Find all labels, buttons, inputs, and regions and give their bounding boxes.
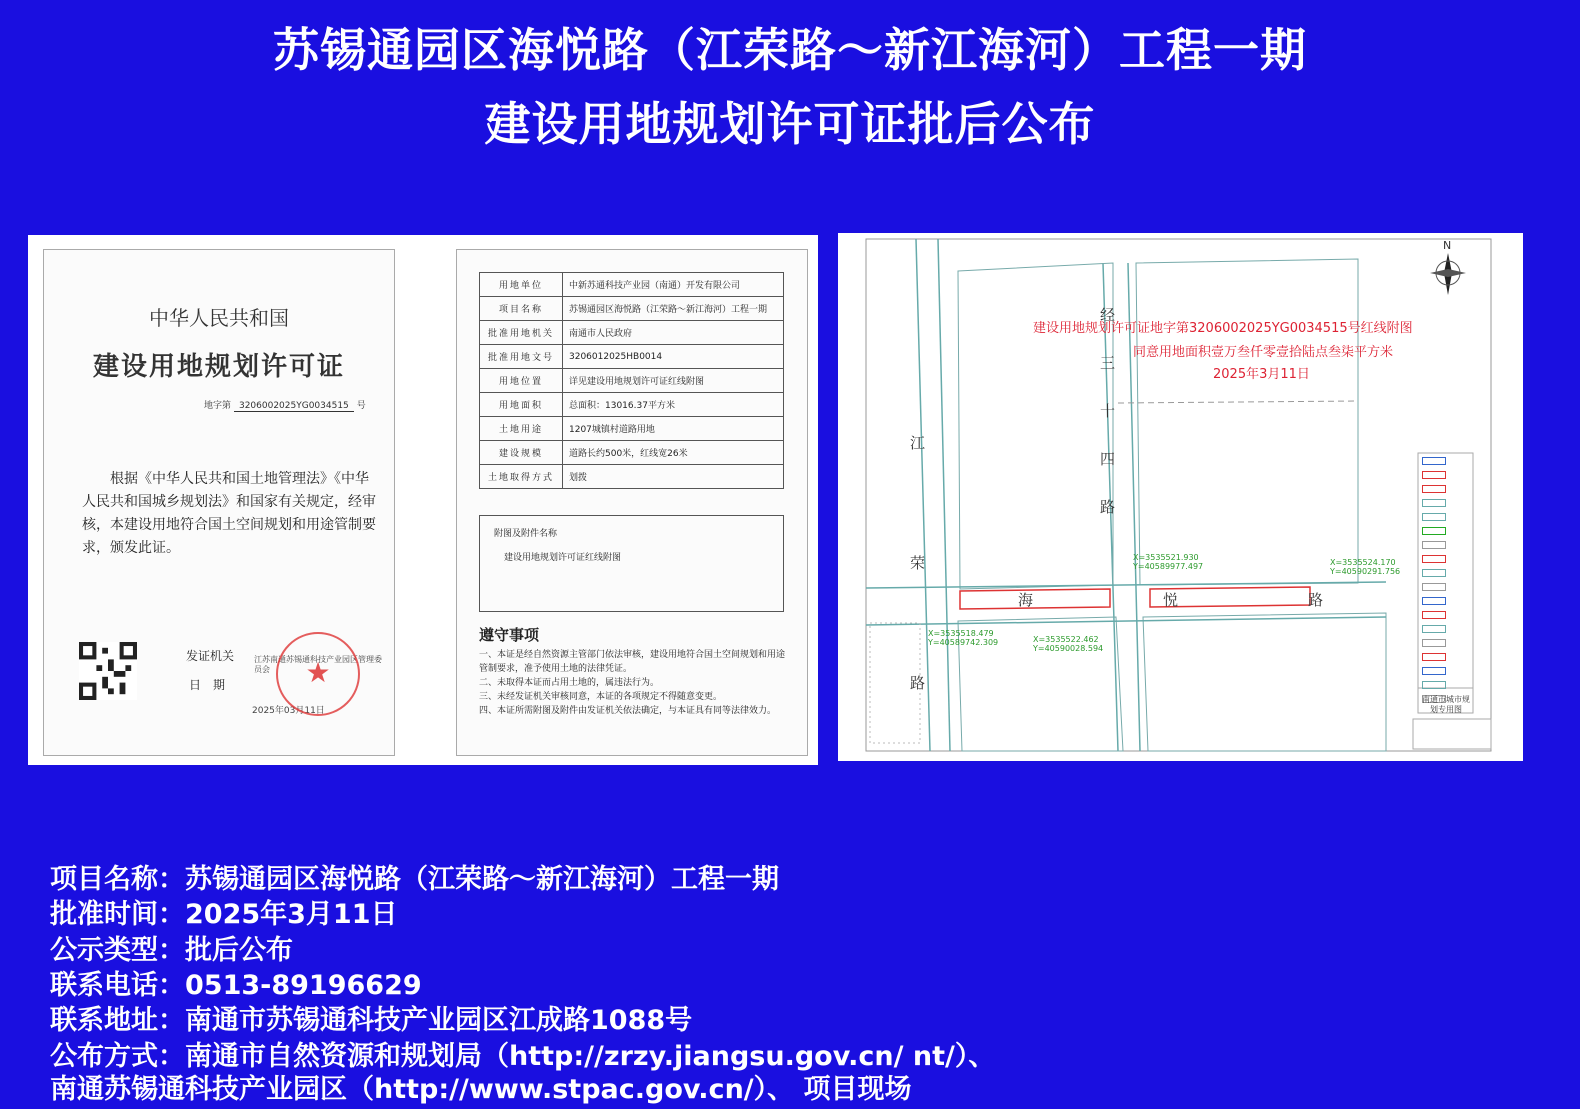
road-label-haiyue: 海悦路 <box>1018 591 1454 609</box>
certificate-table-row <box>480 273 784 297</box>
info-value: 批后公布 <box>185 935 293 966</box>
note-item: 一、本证是经自然资源主管部门依法审核，建设用地符合国土空间规划和用途管制要求，准予使用土地的法律凭证。 <box>479 650 786 674</box>
official-seal-icon <box>276 632 360 716</box>
info-value: 0513-89196629 <box>185 970 422 1001</box>
certificate-table-row <box>480 321 784 345</box>
certificate-table-row <box>480 441 784 465</box>
info-value: 2025年3月11日 <box>185 899 398 930</box>
legend-swatch <box>1422 639 1446 647</box>
certificate-field-label: 批准用地机关 <box>480 321 563 345</box>
map-stamp-label: 南通市城市规划专用图 <box>1422 695 1470 714</box>
info-line <box>50 892 398 931</box>
legend-swatch <box>1422 625 1446 633</box>
legend-swatch <box>1422 457 1446 465</box>
legend-swatch <box>1422 527 1446 535</box>
certificate-field-value: 南通市人民政府 <box>563 321 784 345</box>
info-label: 联系地址： <box>50 1005 185 1036</box>
issuer-label: 发证机关 <box>186 649 235 663</box>
certificate-body: 根据《中华人民共和国土地管理法》《中华人民共和国城乡规划法》和国家有关规定，经审核，本建设用地符合国土空间规划和用途管制要求，颁发此证。 <box>82 471 376 556</box>
certificate-field-value: 苏锡通园区海悦路（江荣路～新江海河）工程一期 <box>563 297 784 321</box>
legend-swatch <box>1422 653 1446 661</box>
certificate-field-value: 1207城镇村道路用地 <box>563 417 784 441</box>
certificate-table-row <box>480 417 784 441</box>
redline-map-image <box>838 233 1523 761</box>
info-value: 南通市自然资源和规划局（http://zrzy.jiangsu.gov.cn/ nt/）、 <box>185 1041 996 1072</box>
certificate-field-label: 土地用途 <box>480 417 563 441</box>
info-label: 公示类型： <box>50 935 185 966</box>
certificate-title: 建设用地规划许可证 <box>92 352 345 382</box>
info-value: 苏锡通园区海悦路（江荣路～新江海河）工程一期 <box>185 864 779 895</box>
legend-swatch <box>1422 555 1446 563</box>
date-label: 日 期 <box>189 678 226 692</box>
certificate-field-value: 划拨 <box>563 465 784 489</box>
legend-swatch <box>1422 681 1446 689</box>
info-line <box>50 998 692 1037</box>
note-item: 四、本证所需附图及附件由发证机关依法确定，与本证具有同等法律效力。 <box>479 706 777 716</box>
certificate-table-row <box>480 297 784 321</box>
road-label-jingsan: 经三十四路 <box>1100 306 1116 516</box>
info-value: 南通苏锡通科技产业园区（http://www.stpac.gov.cn/）、 项目现场 <box>50 1074 912 1105</box>
info-line <box>50 1067 912 1106</box>
note-item: 三、未经发证机关审核同意，本证的各项规定不得随意变更。 <box>479 692 723 702</box>
info-label: 公布方式： <box>50 1041 185 1072</box>
certificate-field-value: 3206012025HB0014 <box>563 345 784 369</box>
notes-section <box>479 628 789 718</box>
legend-swatch <box>1422 499 1446 507</box>
certificate-detail-page <box>456 249 808 756</box>
info-line <box>50 928 293 967</box>
map-red-title: 建设用地规划许可证地字第3206002025YG0034515号红线附图 <box>1033 321 1413 336</box>
certificate-number-prefix: 地字第 <box>204 401 232 411</box>
page-title-line1: 苏锡通园区海悦路（江荣路～新江海河）工程一期 <box>273 23 1307 77</box>
info-value: 南通市苏锡通科技产业园区江成路1088号 <box>185 1005 693 1036</box>
legend-swatch <box>1422 471 1446 479</box>
certificate-table-row <box>480 465 784 489</box>
certificate-field-label: 用地单位 <box>480 273 563 297</box>
certificate-country: 中华人民共和国 <box>149 306 289 330</box>
coordinate-label: X=3535524.170 Y=40590291.756 <box>1330 558 1401 576</box>
qr-code-icon <box>79 642 137 700</box>
note-item: 二、未取得本证而占用土地的，属违法行为。 <box>479 678 660 688</box>
coordinate-label: X=3535522.462 Y=40590028.594 <box>1033 635 1104 653</box>
notes-title: 遵守事项 <box>479 626 540 644</box>
road-label-jiangrong: 江荣路 <box>910 434 926 692</box>
issue-date: 2025年03月11日 <box>252 706 325 716</box>
certificate-image <box>28 235 818 765</box>
certificate-field-value: 详见建设用地规划许可证红线附图 <box>563 369 784 393</box>
issuer-name: 江苏南通苏锡通科技产业园区管理委员会 <box>254 655 382 674</box>
legend-swatch <box>1422 569 1446 577</box>
map-red-date: 2025年3月11日 <box>1213 367 1310 382</box>
certificate-field-label: 批准用地文号 <box>480 345 563 369</box>
certificate-number-suffix: 号 <box>356 401 366 411</box>
certificate-field-label: 用地位置 <box>480 369 563 393</box>
certificate-number-line <box>204 398 366 412</box>
legend-swatch <box>1422 541 1446 549</box>
legend-swatch <box>1422 611 1446 619</box>
certificate-field-label: 土地取得方式 <box>480 465 563 489</box>
legend-swatch <box>1422 485 1446 493</box>
north-arrow-icon: N <box>1443 239 1452 252</box>
certificate-number: 320600202​5YG0034515 <box>234 401 354 412</box>
info-line <box>50 857 779 896</box>
attachment-name: 建设用地规划许可证红线附图 <box>504 553 622 563</box>
page-title-line2: 建设用地规划许可证批后公布 <box>484 97 1096 151</box>
info-label: 批准时间： <box>50 899 185 930</box>
certificate-table-row <box>480 393 784 417</box>
legend-swatch <box>1422 667 1446 675</box>
certificate-cover <box>43 249 395 756</box>
info-label: 联系电话： <box>50 970 185 1001</box>
certificate-table-row <box>480 369 784 393</box>
certificate-field-label: 项目名称 <box>480 297 563 321</box>
certificate-field-value: 道路长约500米，红线宽26米 <box>563 441 784 465</box>
certificate-table <box>479 272 784 489</box>
coordinate-label: X=3535521.930 Y=40589977.497 <box>1133 553 1204 571</box>
coordinate-label: X=3535518.479 Y=40589742.309 <box>928 629 999 647</box>
info-label: 项目名称： <box>50 864 185 895</box>
info-line <box>50 963 422 1002</box>
certificate-field-label: 用地面积 <box>480 393 563 417</box>
certificate-field-value: 总面积：13016.37平方米 <box>563 393 784 417</box>
certificate-field-value: 中新苏通科技产业园（南通）开发有限公司 <box>563 273 784 297</box>
legend-swatch <box>1422 513 1446 521</box>
certificate-field-label: 建设规模 <box>480 441 563 465</box>
attachment-box <box>479 515 784 612</box>
map-red-area: 同意用地面积壹万叁仟零壹拾陆点叁柒平方米 <box>1133 345 1394 360</box>
map-legend <box>1420 457 1472 709</box>
certificate-table-row <box>480 345 784 369</box>
attachment-label: 附图及附件名称 <box>494 529 558 539</box>
